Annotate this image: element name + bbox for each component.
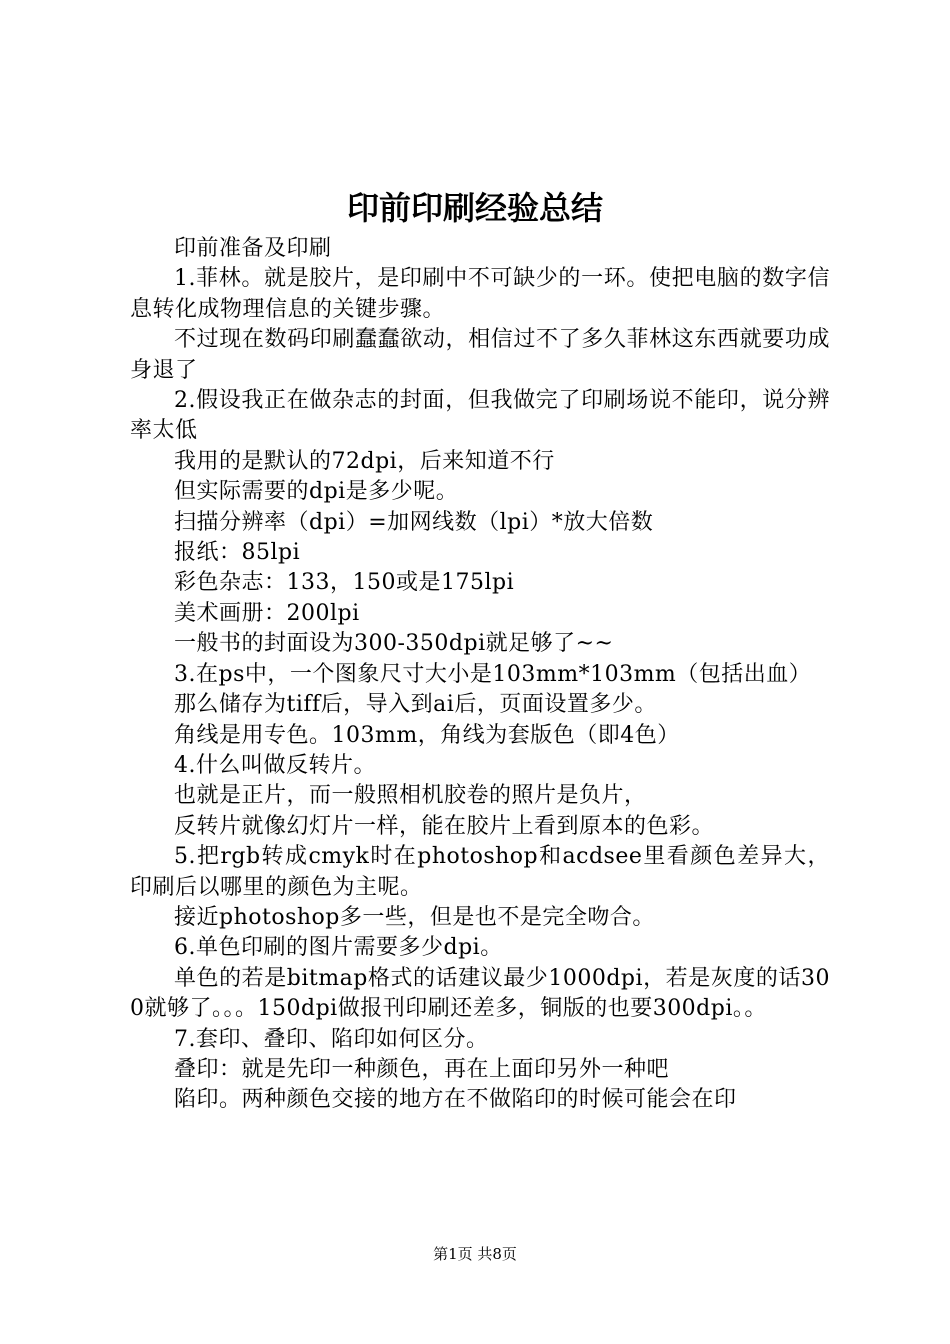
paragraph: 7.套印、叠印、陷印如何区分。	[174, 1026, 489, 1052]
paragraph: 2.假设我正在做杂志的封面，但我做完了印刷场说不能印，说分辨率太低	[130, 388, 830, 444]
paragraph: 叠印：就是先印一种颜色，再在上面印另外一种吧	[174, 1056, 670, 1082]
paragraph: 报纸：85lpi	[174, 540, 301, 566]
paragraph: 角线是用专色。103mm，角线为套版色（即4色）	[174, 722, 680, 748]
paragraph: 3.在ps中，一个图象尺寸大小是103mm*103mm（包括出血）	[174, 661, 812, 687]
paragraph: 4.什么叫做反转片。	[174, 752, 376, 778]
paragraph: 印前准备及印刷	[174, 236, 332, 261]
paragraph: 不过现在数码印刷蠢蠢欲动，相信过不了多久菲林这东西就要功成身退了	[130, 327, 830, 383]
paragraph: 接近photoshop多一些，但是也不是完全吻合。	[174, 904, 655, 930]
document-title: 印前印刷经验总结	[346, 189, 603, 227]
paragraph: 那么储存为tiff后，导入到ai后，页面设置多少。	[174, 692, 657, 718]
paragraph: 单色的若是bitmap格式的话建议最少1000dpi，若是灰度的话300就够了。。。150dpi做报刊印刷还差多，铜版的也要300dpi。。	[130, 965, 830, 1022]
paragraph: 5.把rgb转成cmyk时在photoshop和acdsee里看颜色差异大，印刷后以哪里的颜色为主呢。	[130, 844, 830, 900]
paragraph: 6.单色印刷的图片需要多少dpi。	[174, 935, 503, 961]
page-footer: 第1页 共8页	[433, 1245, 517, 1263]
paragraph: 1.菲林。就是胶片，是印刷中不可缺少的一环。使把电脑的数字信息转化成物理信息的关键步骤。	[130, 266, 830, 322]
paragraph: 陷印。两种颜色交接的地方在不做陷印的时候可能会在印	[174, 1087, 737, 1113]
paragraph: 扫描分辨率（dpi）=加网线数（lpi）*放大倍数	[174, 509, 654, 535]
paragraph: 彩色杂志：133，150或是175lpi	[174, 570, 515, 596]
paragraph: 美术画册：200lpi	[174, 600, 360, 626]
paragraph: 我用的是默认的72dpi，后来知道不行	[174, 448, 555, 474]
paragraph: 也就是正片，而一般照相机胶卷的照片是负片，	[174, 783, 647, 809]
paragraph: 但实际需要的dpi是多少呢。	[174, 479, 459, 505]
paragraph: 反转片就像幻灯片一样，能在胶片上看到原本的色彩。	[174, 813, 715, 839]
document-body	[130, 234, 830, 1116]
paragraph: 一般书的封面设为300-350dpi就足够了~~	[174, 631, 614, 657]
